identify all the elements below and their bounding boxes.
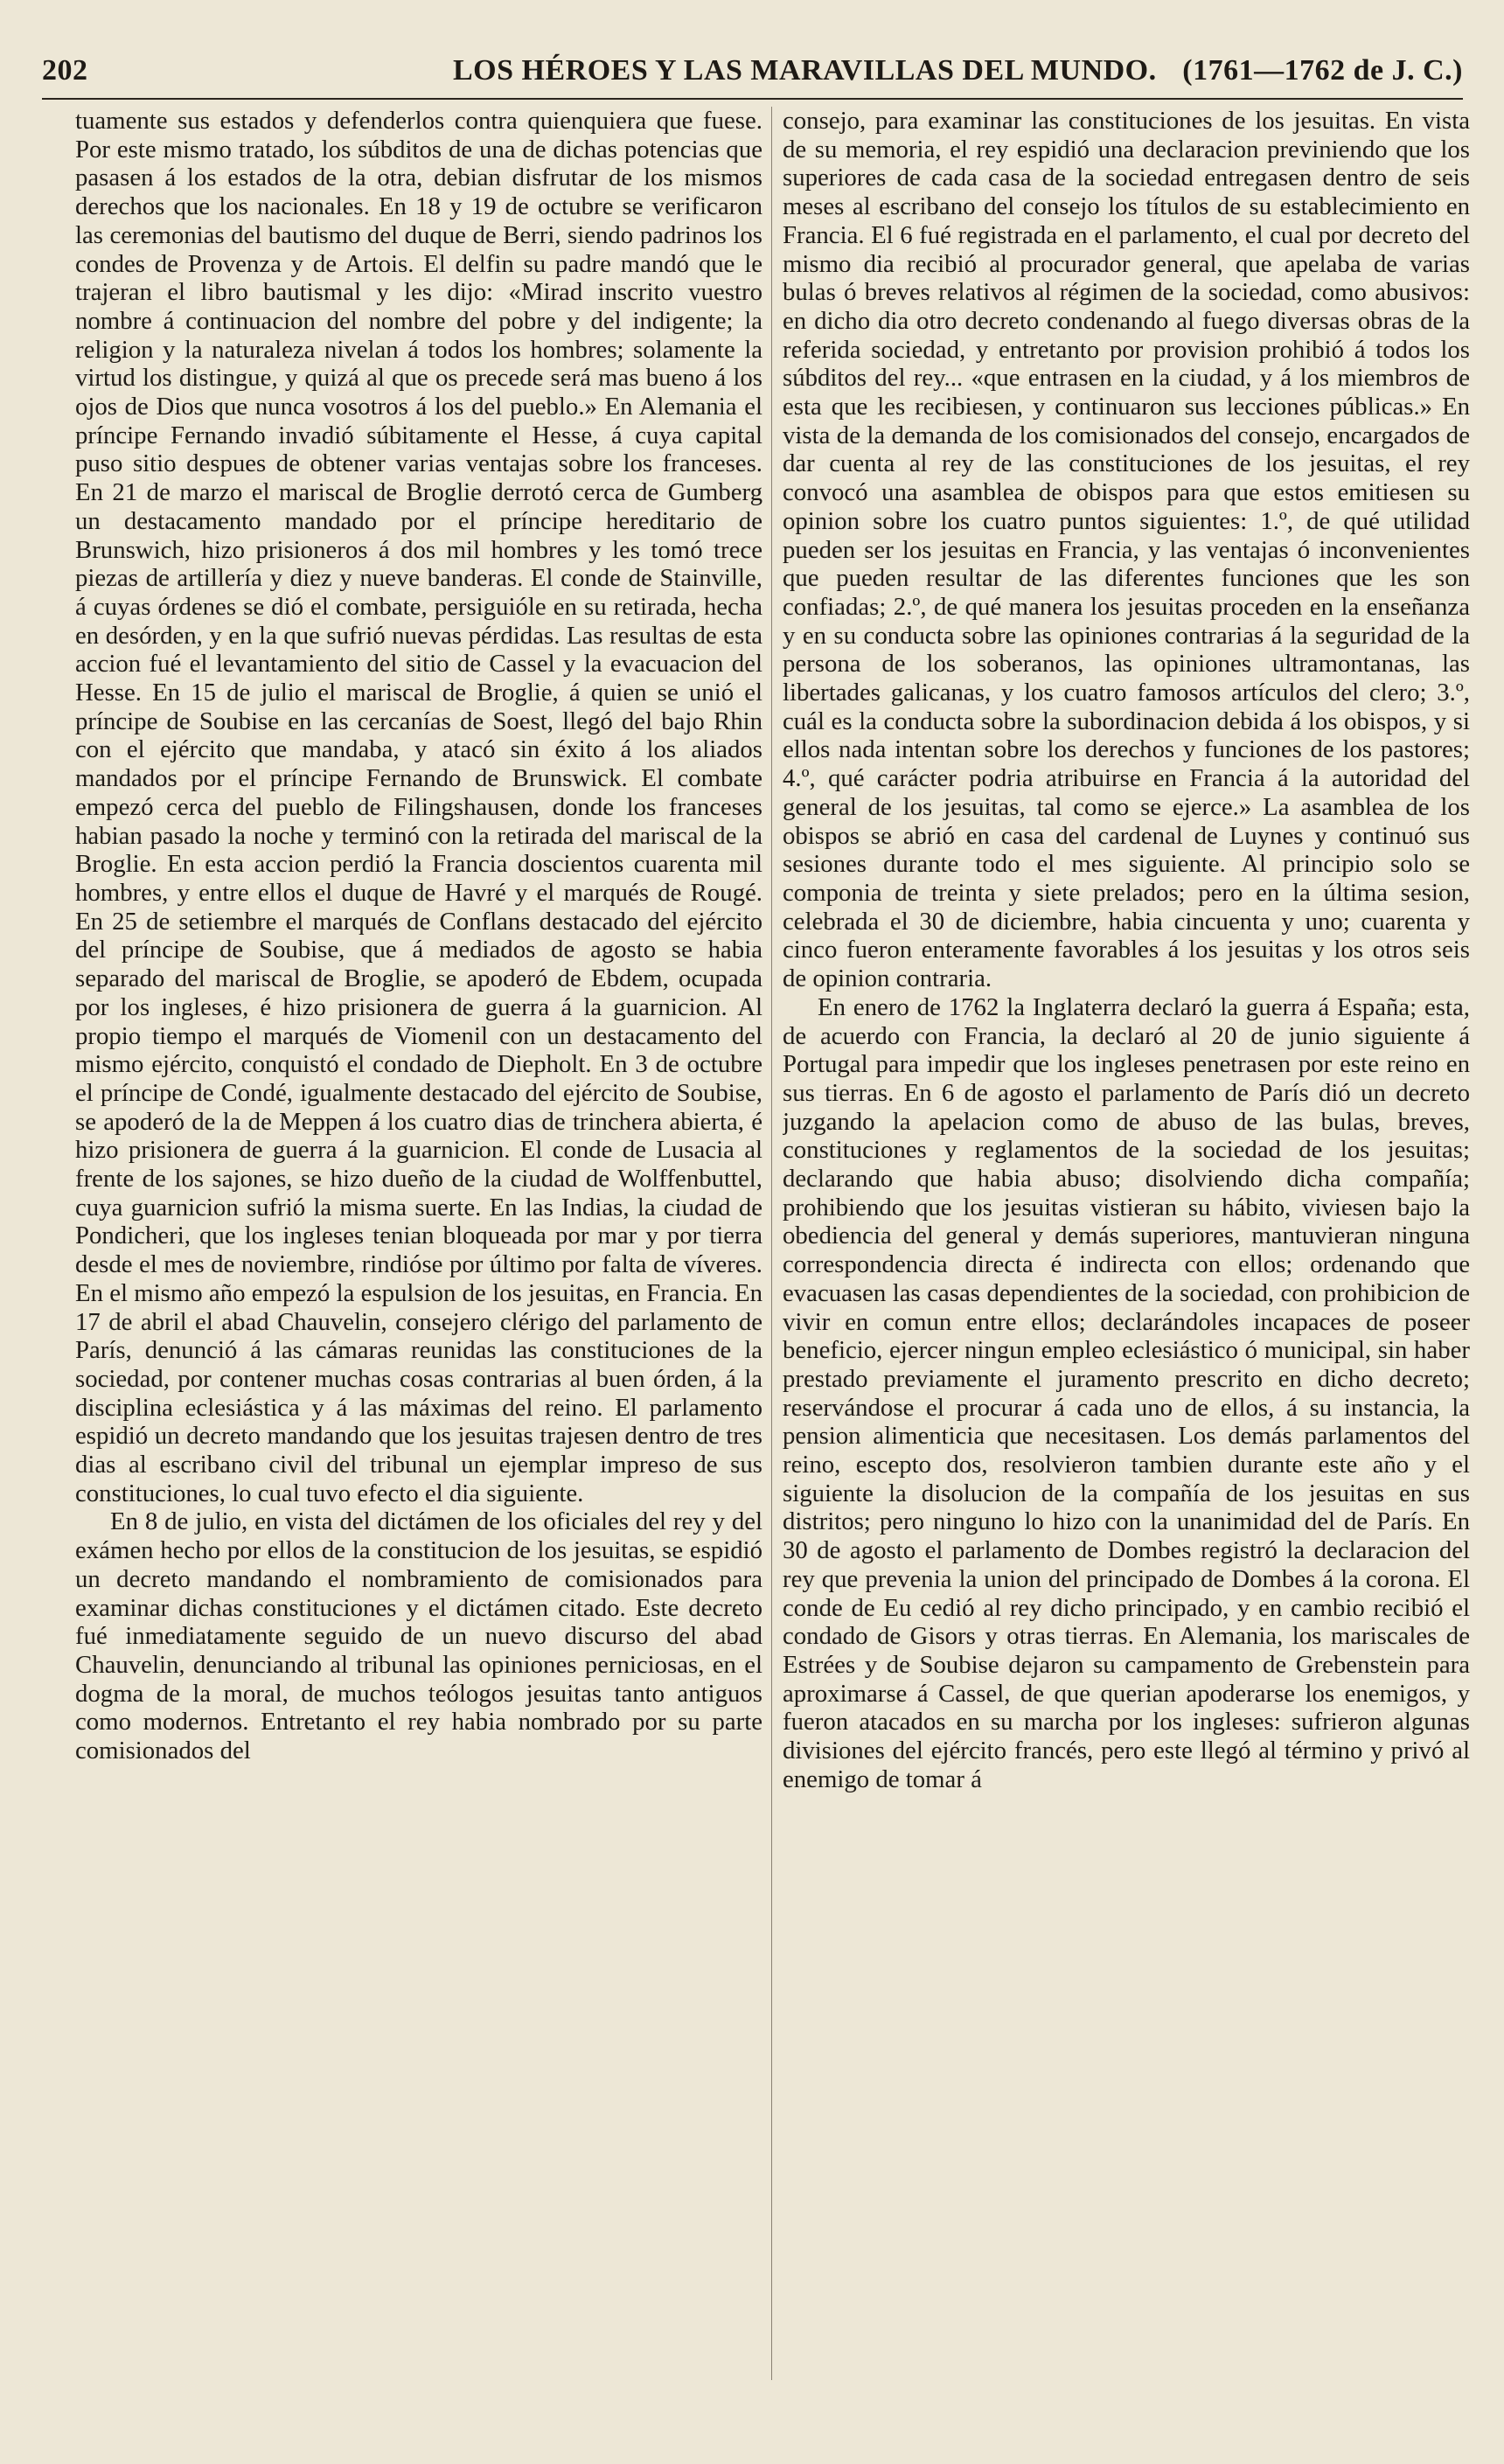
right-paragraph-1: consejo, para examinar las constituciones de los jesuitas. En vista de su memoria, el rey espidió una declaracion previniendo que los superiores de cada casa de la sociedad entregasen dentro de seis meses al escribano del consejo los títulos de su establecimiento en Francia. El 6 fué registrada en el parlamento, el cual por decreto del mismo dia recibió al procurador general, que apelaba de varias bulas ó breves relativos al régimen de la sociedad, como abusivos: en dicho dia otro decreto condenando al fuego diversas obras de la referida sociedad, y entretanto por provision prohibió á todos los súbditos del rey... «que entrasen en la ciudad, y á los miembros de esta que les recibiesen, y continuaron sus lecciones públicas.» En vista de la demanda de los comisionados del consejo, encargados de dar cuenta al rey de las constituciones de los jesuitas, el rey convocó una asamblea de obispos para que estos emitiesen su opinion sobre los cuatro puntos siguientes: 1.º, de qué utilidad pueden ser los jesuitas en Francia, y las ventajas ó inconvenientes que pueden resultar de las diferentes funciones que les son confiadas; 2.º, de qué manera los jesuitas proceden en la enseñanza y en su conducta sobre las opiniones contrarias á la seguridad de la persona de los soberanos, las opiniones ultramontanas, las libertades galicanas, y los cuatro famosos artículos del clero; 3.º, cuál es la conducta sobre la subordinacion debida á los obispos, y si ellos nada intentan sobre los derechos y funciones de los pastores; 4.º, qué carácter podria atribuirse en Francia á la autoridad del general de los jesuitas, tal como se ejerce.» La asamblea de los obispos se abrió en casa del cardenal de Luynes y continuó sus sesiones durante todo el mes siguiente. Al principio solo se componia de treinta y siete prelados; pero en la última sesion, celebrada el 30 de diciembre, habia cincuenta y uno; cuarenta y cinco fueron enteramente favorables á los jesuitas y los otros seis de opinion contraria. [783, 107, 1470, 993]
right-paragraph-2: En enero de 1762 la Inglaterra declaró la guerra á España; esta, de acuerdo con Francia, la declaró al 20 de junio siguiente á Portugal para impedir que los ingleses penetrasen por este reino en sus tierras. En 6 de agosto el parlamento de París dió un decreto juzgando la apelacion como de abuso de las bulas, breves, constituciones y reglamentos de la sociedad de los jesuitas; declarando que habia abuso; disolviendo dicha compañía; prohibiendo que los jesuitas vistieran su hábito, viviesen bajo la obediencia del general y demás superiores, mantuvieran ninguna correspondencia directa é indirecta con ellos; ordenando que evacuasen las casas dependientes de la sociedad, con prohibicion de vivir en comun entre ellos; declarándoles incapaces de poseer beneficio, ejercer ningun empleo eclesiástico ó municipal, sin haber prestado previamente el juramento prescrito en dicho decreto; reservándose el procurar á cada uno de ellos, á su instancia, la pension alimenticia que necesitasen. Los demás parlamentos del reino, escepto dos, resolvieron tambien durante este año y el siguiente la disolucion de la compañía de los jesuitas en sus distritos; pero ninguno lo hizo con la unanimidad del de París. En 30 de agosto el parlamento de Dombes registró la declaracion del rey que prevenia la union del principado de Dombes á la corona. El conde de Eu cedió al rey dicho principado, y en cambio recibió el condado de Gisors y otras tierras. En Alemania, los mariscales de Estrées y de Soubise dejaron su campamento de Grebenstein para aproximarse á Cassel, de que querian apoderarse los enemigos, y fueron atacados en su marcha por los ingleses: sufrieron algunas divisiones del ejército francés, pero este llegó al término y privó al enemigo de tomar á [783, 992, 1470, 1793]
header-rule [42, 98, 1463, 100]
left-paragraph-1: tuamente sus estados y defenderlos contra quienquiera que fuese. Por este mismo tratado, los súbditos de una de dichas potencias que pasasen á los estados de la otra, debian disfrutar de los mismos derechos que los nacionales. En 18 y 19 de octubre se verificaron las ceremonias del bautismo del duque de Berri, siendo padrinos los condes de Provenza y de Artois. El delfin su padre mandó que le trajeran el libro bautismal y les dijo: «Mirad inscrito vuestro nombre á continuacion del nombre del pobre y del indigente; la religion y la naturaleza nivelan á todos los hombres; solamente la virtud los distingue, y quizá al que os precede será mas bueno á los ojos de Dios que nunca vosotros á los del pueblo.» En Alemania el príncipe Fernando invadió súbitamente el Hesse, á cuya capital puso sitio despues de obtener varias ventajas sobre los franceses. En 21 de marzo el mariscal de Broglie derrotó cerca de Gumberg un destacamento mandado por el príncipe hereditario de Brunswich, hizo prisioneros á dos mil hombres y les tomó trece piezas de artillería y diez y nueve banderas. El conde de Stainville, á cuyas órdenes se dió el combate, persiguióle en su retirada, hecha en desórden, y en la que sufrió nuevas pérdidas. Las resultas de esta accion fué el levantamiento del sitio de Cassel y la evacuacion del Hesse. En 15 de julio el mariscal de Broglie, á quien se unió el príncipe de Soubise en las cercanías de Soest, llegó del bajo Rhin con el ejército que mandaba, y atacó sin éxito á los aliados mandados por el príncipe Fernando de Brunswick. El combate empezó cerca del pueblo de Filingshausen, donde los franceses habian pasado la noche y terminó con la retirada del mariscal de la Broglie. En esta accion perdió la Francia doscientos cuarenta mil hombres, y entre ellos el duque de Havré y el marqués de Rougé. En 25 de setiembre el marqués de Conflans destacado del ejército del príncipe de Soubise, que á mediados de agosto se habia separado del mariscal de Broglie, se apoderó de Ebdem, ocupada por los ingleses, é hizo prisionera de guerra á la guarnicion. Al propio tiempo el marqués de Viomenil con un destacamento del mismo ejército, conquistó el condado de Diepholt. En 3 de octubre el príncipe de Condé, igualmente destacado del ejército de Soubise, se apoderó de la de Meppen á los cuatro dias de trinchera abierta, é hizo prisionera de guerra á la guarnicion. El conde de Lusacia al frente de los sajones, se hizo dueño de la ciudad de Wolffenbuttel, cuya guarnicion sufrió la misma suerte. En las Indias, la ciudad de Pondicheri, que los ingleses tenian bloqueada por mar y por tierra desde el mes de noviembre, rindióse por último por falta de víveres. En el mismo año empezó la espulsion de los jesuitas, en Francia. En 17 de abril el abad Chauvelin, consejero clérigo del parlamento de París, denunció á las cámaras reunidas las constituciones de la sociedad, por contener muchas cosas contrarias al buen órden, á la disciplina eclesiástica y á las máximas del reino. El parlamento espidió un decreto mandando que los jesuitas trajesen dentro de tres dias al escribano civil del tribunal un ejemplar impreso de sus constituciones, lo cual tuvo efecto el dia siguiente. [75, 107, 762, 1507]
left-paragraph-2: En 8 de julio, en vista del dictámen de los oficiales del rey y del exámen hecho por ellos de la constitucion de los jesuitas, se espidió un decreto mandando el nombramiento de comisionados para examinar dichas constituciones y el dictámen citado. Este decreto fué inmediatamente seguido de un nuevo discurso del abad Chauvelin, denunciando al tribunal las opiniones perniciosas, en el dogma de la moral, de muchos teólogos jesuitas tanto antiguos como modernos. Entretanto el rey habia nombrado por su parte comisionados del [75, 1507, 762, 1765]
date-range: (1761—1762 de J. C.) [1182, 54, 1463, 87]
running-head [42, 54, 1463, 100]
left-column [75, 107, 762, 2433]
right-column [783, 107, 1470, 2433]
running-title: LOS HÉROES Y LAS MARAVILLAS DEL MUNDO. [453, 54, 1157, 87]
column-divider [771, 107, 772, 2380]
page-number: 202 [42, 54, 88, 87]
